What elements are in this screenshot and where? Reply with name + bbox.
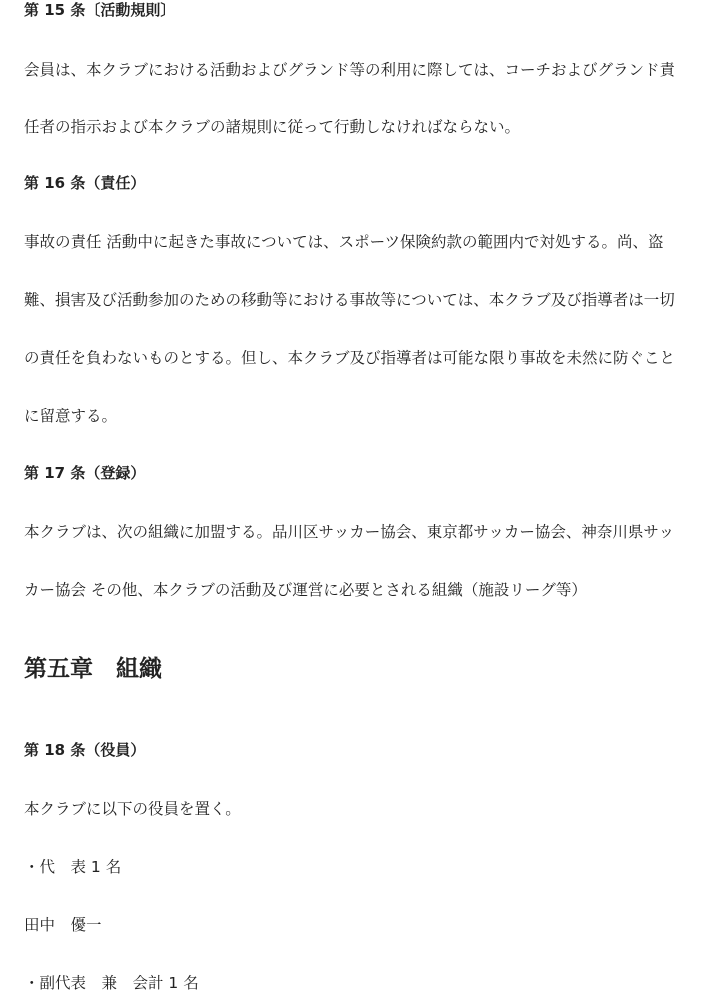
article-18-intro: 本クラブに以下の役員を置く。 bbox=[24, 800, 241, 818]
article-16-line-2: 難、損害及び活動参加のための移動等における事故等については、本クラブ及び指導者は一切 bbox=[24, 291, 675, 309]
chapter-title: 第五章 組織 bbox=[24, 656, 162, 682]
article-15-line-1: 会員は、本クラブにおける活動およびグランド等の利用に際しては、コーチおよびグランド責 bbox=[24, 61, 676, 79]
article-15-line-2: 任者の指示および本クラブの諸規則に従って行動しなければならない。 bbox=[24, 118, 521, 136]
article-16-line-1: 事故の責任 活動中に起きた事故については、スポーツ保険約款の範囲内で対処する。尚、盗 bbox=[24, 233, 664, 251]
article-18-heading: 第 18 条（役員） bbox=[24, 741, 146, 759]
officer-item-name: 田中 優一 bbox=[24, 916, 102, 934]
article-16-line-3: の責任を負わないものとする。但し、本クラブ及び指導者は可能な限り事故を未然に防ぐこと bbox=[24, 349, 676, 367]
article-16-line-4: に留意する。 bbox=[24, 407, 118, 425]
article-15-heading: 第 15 条〔活動規則〕 bbox=[24, 1, 176, 19]
article-17-heading: 第 17 条（登録） bbox=[24, 464, 146, 482]
article-17-line-2: カー協会 その他、本クラブの活動及び運営に必要とされる組織（施設リーグ等） bbox=[24, 581, 587, 599]
article-16-heading: 第 16 条（責任） bbox=[24, 174, 146, 192]
article-17-line-1: 本クラブは、次の組織に加盟する。品川区サッカー協会、東京都サッカー協会、神奈川県サッ bbox=[24, 523, 675, 541]
officer-item-representative: ・代 表 1 名 bbox=[24, 858, 122, 876]
officer-item-vice-representative: ・副代表 兼 会計 1 名 bbox=[24, 974, 199, 992]
